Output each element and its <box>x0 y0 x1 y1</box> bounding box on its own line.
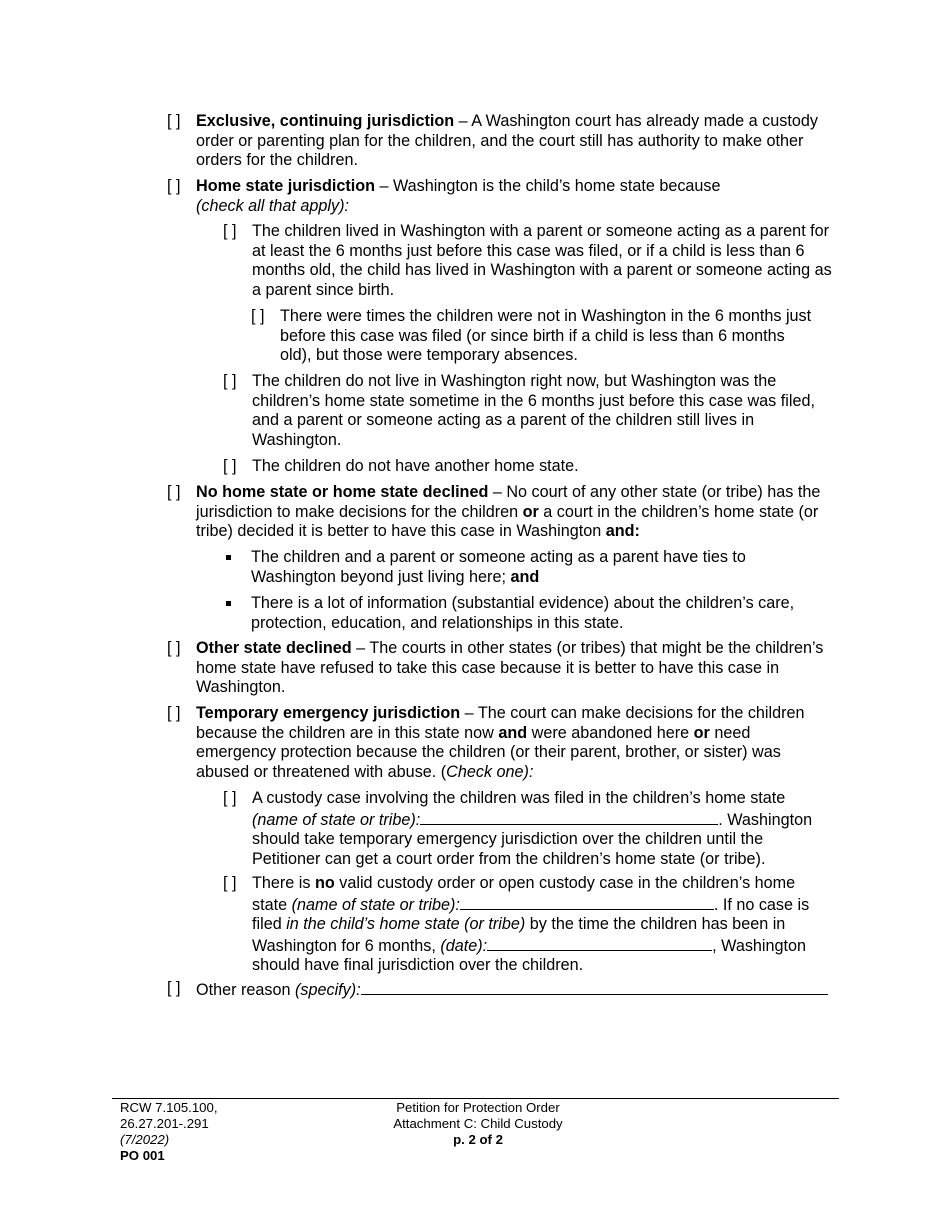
bullet-ties-and: and <box>510 567 540 586</box>
home-state-note: (check all that apply): <box>196 196 349 215</box>
bullet-icon <box>226 601 231 606</box>
footer-left <box>120 1100 218 1164</box>
home-state-sub1a-text: There were times the children were not in Washington in the 6 months just before this case was filed (or since birth if a child is less than 6 months old), but those were temporary absences. <box>280 307 812 365</box>
footer-divider <box>112 1098 839 1099</box>
checkbox-emergency-sub2[interactable]: [ ] <box>223 874 237 892</box>
checkbox-home-state-sub1[interactable]: [ ] <box>223 222 237 240</box>
emergency-sub1-desc2: . Washington should take temporary emergency jurisdiction over the children until the Petitioner can get a court order from the children’s home state (or tribe). <box>252 810 813 868</box>
other-reason-field[interactable] <box>361 979 828 995</box>
checkbox-exclusive-jurisdiction[interactable]: [ ] <box>167 112 181 130</box>
emergency-check-one: Check one): <box>446 762 534 781</box>
home-state-desc: – Washington is the child’s home state because <box>375 177 721 195</box>
home-state-sub2-text: The children do not live in Washington right now, but Washington was the children’s home state sometime in the 6 months just before this case was filed, and a parent or someone acting as a parent of the children still lives in Washington. <box>252 372 815 449</box>
home-state-sub1-text: The children lived in Washington with a parent or someone acting as a parent for at least the 6 months just before this case was filed, or if a child is less than 6 months old, the child has lived in Washington with a parent or someone acting as a parent since birth. <box>252 222 832 299</box>
bullet-icon <box>226 555 231 560</box>
no-home-state-desc1: – No court of any other state (or tribe) has the jurisdiction to make decisions for the children <box>196 483 821 521</box>
emergency-jurisdiction-title: Temporary emergency jurisdiction <box>196 704 461 722</box>
emergency-sub2-desc5: , Washington should have final jurisdiction over the children. <box>252 936 807 975</box>
no-home-state-text <box>196 483 836 542</box>
checkbox-no-home-state[interactable]: [ ] <box>167 483 181 501</box>
home-state-sub3-text: The children do not have another home state. <box>252 457 579 475</box>
emergency-sub2-date-label: (date): <box>440 936 488 955</box>
checkbox-home-state-sub1a[interactable]: [ ] <box>251 307 265 325</box>
emergency-sub2-label: (name of state or tribe): <box>291 895 460 914</box>
footer-rcw-2: 26.27.201-.291 <box>120 1116 209 1131</box>
state-tribe-field-2[interactable] <box>460 894 714 910</box>
no-home-state-desc2: a court in the children’s home state (or tribe) decided it is better to have this case in Washington <box>196 502 819 541</box>
bullet-evidence-text: There is a lot of information (substantial evidence) about the children’s care, protection, education, and relationships in this state. <box>251 594 795 632</box>
bullet-ties-desc: The children and a parent or someone acting as a parent have ties to Washington beyond just living here; <box>251 548 746 586</box>
emergency-or: or <box>693 723 710 742</box>
emergency-sub2-desc4: by the time the children has been in Washington for 6 months, <box>252 915 786 955</box>
checkbox-home-state-sub2[interactable]: [ ] <box>223 372 237 390</box>
other-reason-specify: (specify): <box>294 981 361 999</box>
other-reason-text <box>196 979 846 1001</box>
other-state-declined-text <box>196 639 834 698</box>
bullet-ties-text <box>251 548 821 587</box>
no-home-state-and: and: <box>605 522 640 541</box>
footer-title-2: Attachment C: Child Custody <box>393 1116 563 1131</box>
no-home-state-or: or <box>522 502 539 521</box>
footer-page-number: p. 2 of 2 <box>453 1132 503 1147</box>
footer-center <box>378 1100 578 1148</box>
emergency-sub2-italic: in the child’s home state (or tribe) <box>286 915 526 934</box>
emergency-desc1: – The court can make decisions for the children because the children are in this state now <box>196 704 805 742</box>
other-reason-label: Other reason <box>196 981 295 999</box>
checkbox-other-state-declined[interactable]: [ ] <box>167 639 181 657</box>
emergency-sub1-text <box>252 789 832 869</box>
emergency-desc2: were abandoned here <box>527 723 694 742</box>
footer-rcw-1: RCW 7.105.100, <box>120 1100 218 1115</box>
exclusive-jurisdiction-desc: – A Washington court has already made a custody order or parenting plan for the children, and the court still has authority to make other orders for the children. <box>196 112 818 170</box>
emergency-sub1-label: (name of state or tribe): <box>252 810 421 829</box>
footer-title-1: Petition for Protection Order <box>396 1100 560 1115</box>
exclusive-jurisdiction-title: Exclusive, continuing jurisdiction <box>196 112 455 130</box>
emergency-desc3: need emergency protection because the children (or their parent, brother, or sister) was abused or threatened with abuse. ( <box>196 723 781 781</box>
no-home-state-title: No home state or home state declined <box>196 483 489 501</box>
exclusive-jurisdiction-text <box>196 112 828 171</box>
emergency-sub2-desc3: . If no case is filed <box>252 895 810 934</box>
checkbox-home-state[interactable]: [ ] <box>167 177 181 195</box>
checkbox-other-reason[interactable]: [ ] <box>167 979 181 997</box>
home-state-text <box>196 177 828 216</box>
checkbox-emergency-jurisdiction[interactable]: [ ] <box>167 704 181 722</box>
emergency-sub2-no: no <box>314 874 335 892</box>
checkbox-home-state-sub3[interactable]: [ ] <box>223 457 237 475</box>
emergency-jurisdiction-text <box>196 704 831 782</box>
emergency-sub2-text <box>252 874 832 976</box>
other-state-declined-title: Other state declined <box>196 639 352 657</box>
home-state-title: Home state jurisdiction <box>196 177 375 195</box>
emergency-sub2-desc1: There is <box>252 874 315 892</box>
state-tribe-field-1[interactable] <box>420 809 718 825</box>
footer-form-number: PO 001 <box>120 1148 165 1163</box>
date-field[interactable] <box>487 935 712 951</box>
other-state-declined-desc: – The courts in other states (or tribes) that might be the children’s home state have refused to take this case because it is better to have this case in Washington. <box>196 639 824 697</box>
footer-date: (7/2022) <box>120 1132 170 1147</box>
emergency-sub2-desc2: valid custody order or open custody case in the children’s home state <box>252 874 796 914</box>
emergency-sub1-desc1: A custody case involving the children was filed in the children’s home state <box>252 789 786 807</box>
checkbox-emergency-sub1[interactable]: [ ] <box>223 789 237 807</box>
emergency-and: and <box>498 723 528 742</box>
